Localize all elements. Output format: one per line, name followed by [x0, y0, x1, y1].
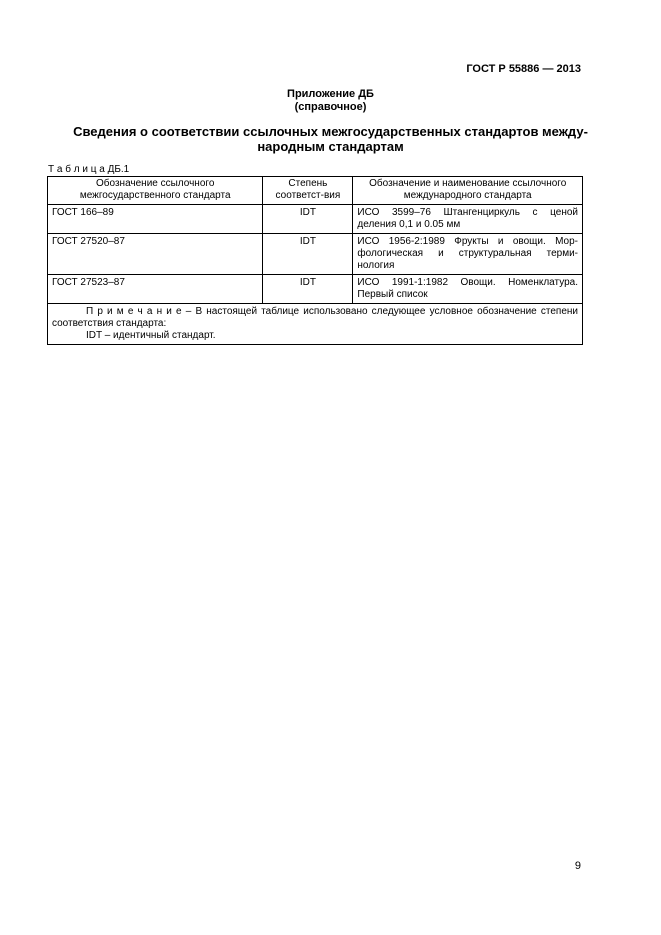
table-caption	[48, 164, 129, 175]
cell-standard: ГОСТ 27523–87	[48, 275, 263, 304]
note-label: П р и м е ч а н и е	[86, 306, 182, 317]
table-note-row	[48, 304, 583, 345]
appendix-title: Приложение ДБ	[287, 88, 374, 100]
table-row	[48, 234, 583, 275]
document-code: ГОСТ Р 55886 — 2013	[466, 63, 581, 75]
table-row	[48, 205, 583, 234]
cell-standard: ГОСТ 166–89	[48, 205, 263, 234]
cell-international: ИСО 3599–76 Штангенциркуль с ценой деления 0,1 и 0.05 мм	[353, 205, 583, 234]
table-header-row	[48, 177, 583, 205]
section-title: Сведения о соответствии ссылочных межгосударственных стандартов между-народным стандартам	[73, 124, 588, 154]
note-text	[52, 306, 578, 330]
column-header-degree: Степень соответст-вия	[263, 177, 353, 205]
table-row	[48, 275, 583, 304]
page-number: 9	[574, 860, 581, 872]
column-header-standard: Обозначение ссылочного межгосударственного стандарта	[48, 177, 263, 205]
cell-international: ИСО 1956-2:1989 Фрукты и овощи. Мор-фологическая и структуральная терми-нология	[353, 234, 583, 275]
cell-international: ИСО 1991-1:1982 Овощи. Номенклатура. Первый список	[353, 275, 583, 304]
table-caption-label: Т а б л и ц а	[48, 164, 105, 175]
column-header-international: Обозначение и наименование ссылочного международного стандарта	[353, 177, 583, 205]
appendix-subtitle: (справочное)	[294, 101, 367, 113]
correspondence-table	[47, 176, 583, 345]
cell-standard: ГОСТ 27520–87	[48, 234, 263, 275]
cell-degree: IDT	[263, 234, 353, 275]
appendix-heading	[0, 88, 661, 114]
note-body: – В настоящей таблице использовано следующее условное обозначение степени соответствия стандарта:	[52, 306, 578, 329]
cell-degree: IDT	[263, 205, 353, 234]
cell-degree: IDT	[263, 275, 353, 304]
table-caption-number: ДБ.1	[107, 164, 130, 175]
table-note	[48, 304, 583, 345]
note-legend: IDT – идентичный стандарт.	[86, 330, 216, 341]
